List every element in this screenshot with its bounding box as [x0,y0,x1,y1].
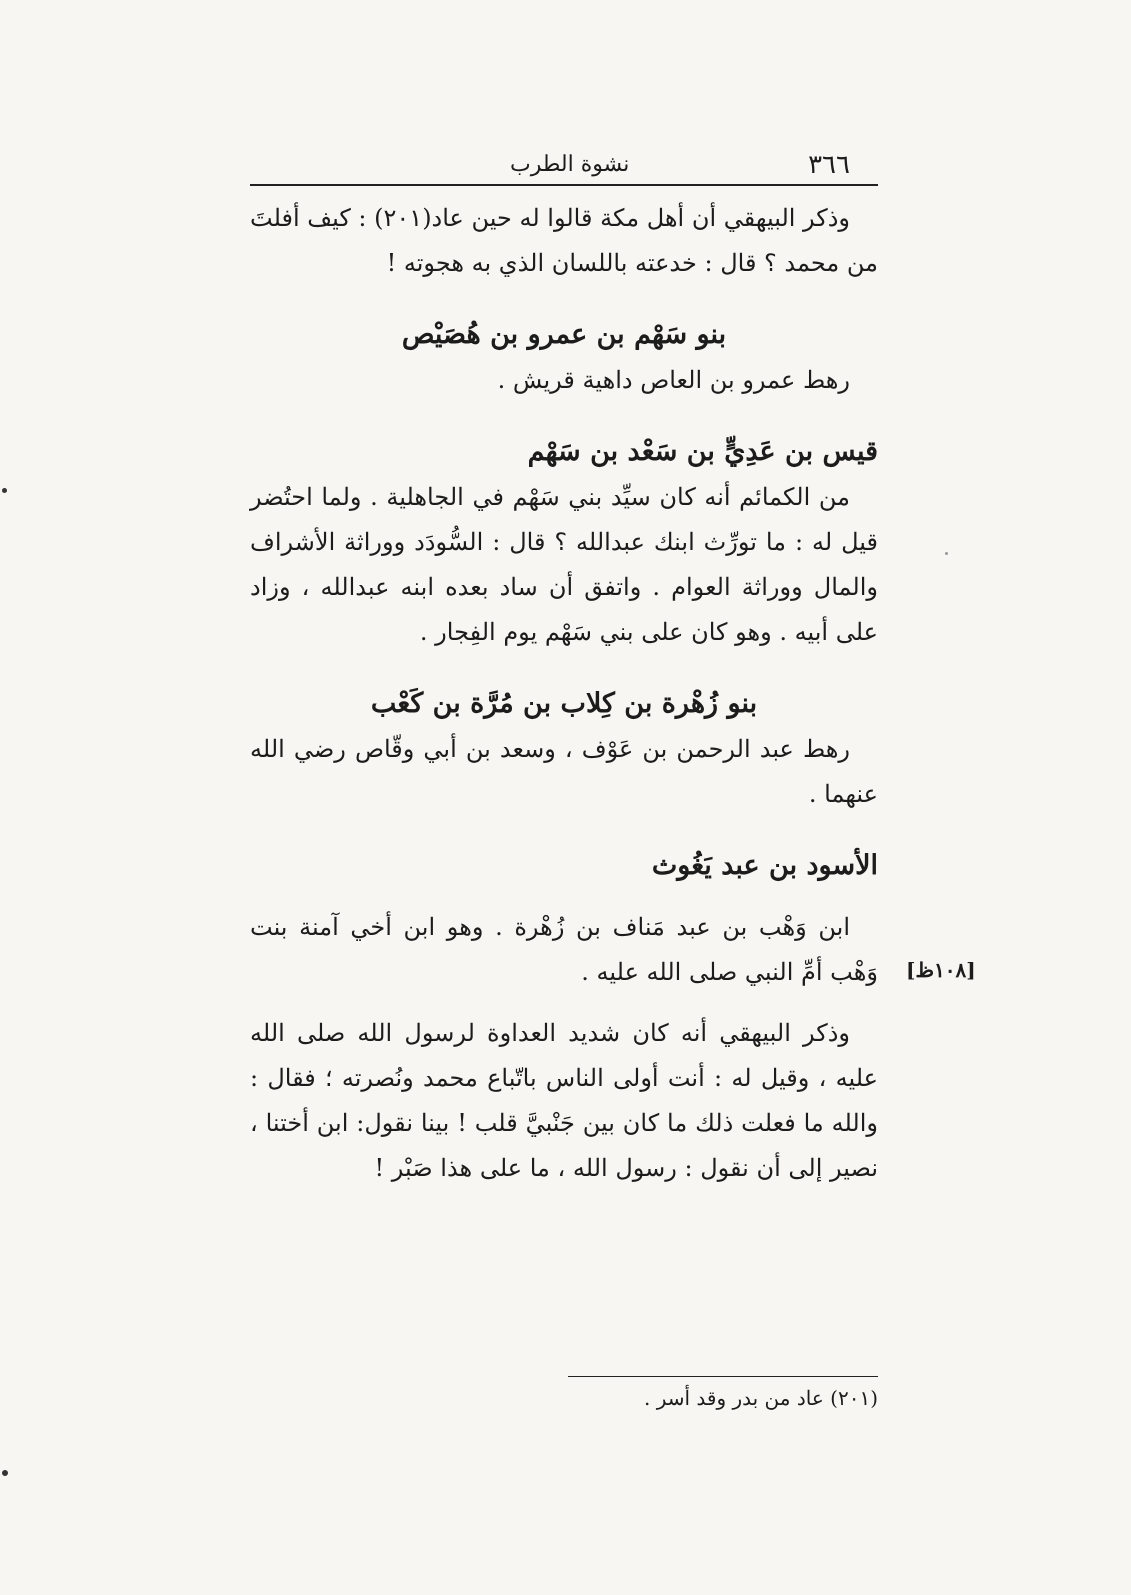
heading-banu-zuhra: بنو زُهْرة بن كِلاب بن مُرَّة بن كَعْب [370,688,758,719]
scan-speck [2,1470,8,1476]
paragraph-wahb: ابن وَهْب بن عبد مَناف بن زُهْرة . وهو ابن أخي آمنة بنت وَهْب أمِّ النبي صلى الله عليه . [250,913,878,986]
heading-qays: قيس بن عَدِيٍّ بن سَعْد بن سَهْم [527,436,878,467]
spacer [250,286,878,312]
paragraph-abd-rahman: رهط عبد الرحمن بن عَوْف ، وسعد بن أبي وقّاص رضي الله عنهما . [250,735,878,808]
spacer [250,655,878,681]
page-header [250,150,878,186]
scan-speck [945,552,948,555]
footnote-rule [568,1376,878,1377]
spacer [250,817,878,843]
paragraph-bayhaqi-2: وذكر البيهقي أنه كان شديد العداوة لرسول الله صلى الله عليه ، وقيل له : أنت أولى الناس باتّباع محمد ونُصرته ؛ فقال : والله ما فعلت ذلك ما كان بين جَنْبيَّ قلب ! بينا نقول: ابن أختنا ، نصير إلى أن نقول : رسول الله ، ما على هذا صَبْر ! [250,1019,878,1182]
main-text [250,196,878,1191]
heading-banu-sahm: بنو سَهْم بن عمرو بن هُصَيْص [401,319,727,350]
scan-speck [2,488,7,493]
margin-note: [١٠٨ظ] [906,958,976,982]
running-title: نشوة الطرب [510,152,630,177]
spacer [250,995,878,1011]
spacer [250,889,878,905]
paragraph-bayhaqi-1: وذكر البيهقي أن أهل مكة قالوا له حين عاد(٢٠١) : كيف أفلتَ من محمد ؟ قال : خدعته باللسان الذي به هجوته ! [250,204,878,277]
paragraph-qays: من الكمائم أنه كان سيِّد بني سَهْم في الجاهلية . ولما احتُضر قيل له : ما تورِّث ابنك عبدالله ؟ قال : السُّودَد ووراثة الأشراف والمال ووراثة العوام . واتفق أن ساد بعده ابنه عبدالله ، وزاد على أبيه . وهو كان على بني سَهْم يوم الفِجار . [250,483,878,646]
footnote: (٢٠١) عاد من بدر وقد أسر . [643,1386,878,1410]
heading-aswad: الأسود بن عبد يَغُوث [651,850,878,881]
spacer [250,403,878,429]
page-number: ٣٦٦ [808,150,850,180]
paragraph-amr: رهط عمرو بن العاص داهية قريش . [497,366,850,394]
